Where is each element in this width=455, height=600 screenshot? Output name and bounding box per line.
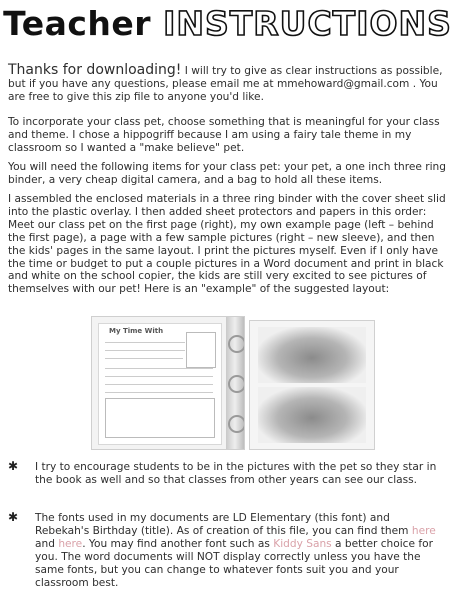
bullet-fonts <box>35 512 447 589</box>
assembly-paragraph: I assembled the enclosed materials in a three ring binder with the cover sheet slid into the plastic overlay. I then added sheet protectors and papers in this order: Meet our class pet on the first page (right), my own example page (left – behind the first page), a page with a few sample pictures (right – new sleeve), and then the kids' pages in the same layout. I print the pictures myself. Even if I only have the time or budget to put a couple pictures in a Word document and print in black and white on the school copier, the kids are still very excited to see pictures of themselves with our pet! Here is an "example" of the suggested layout: <box>8 193 446 296</box>
font-link-1[interactable]: here <box>411 524 436 537</box>
kiddy-sans-link[interactable]: Kiddy Sans <box>273 537 332 550</box>
title-instructions: INSTRUCTIONS <box>163 4 452 43</box>
sheet-line <box>105 342 185 343</box>
sample-pictures-page <box>249 320 375 450</box>
star-icon: ✱ <box>8 510 19 524</box>
font-link-2[interactable]: here <box>58 537 83 550</box>
photo-box <box>186 332 216 368</box>
hippogriff-photo <box>258 327 366 383</box>
example-sheet <box>98 323 222 445</box>
sheet-line <box>105 358 183 359</box>
sheet-line <box>105 350 185 351</box>
sheet-title: My Time With <box>109 327 164 335</box>
sheet-line <box>105 384 213 385</box>
ring-icon <box>228 415 245 433</box>
sheet-line <box>105 368 213 369</box>
star-icon: ✱ <box>8 459 19 473</box>
title-teacher: Teacher <box>3 4 152 43</box>
fonts-text: . You may find another font such as <box>82 537 274 550</box>
fonts-text: a better choice for you. The word documents will NOT display correctly unless you have the same fonts, but you can change to whatever fonts suit you and your classroom best. <box>35 537 433 589</box>
example-layout-photo <box>91 316 375 450</box>
intro-lead: Thanks for downloading! <box>8 62 182 78</box>
page-title <box>0 4 455 43</box>
sheet-line <box>105 392 213 393</box>
binder-rings <box>226 317 244 449</box>
ring-icon <box>228 375 245 393</box>
sheet-line <box>105 376 213 377</box>
pet-paragraph: To incorporate your class pet, choose something that is meaningful for your class and theme. I chose a hippogriff because I am using a fairy tale theme in my classroom so I wanted a "make believe" pet. <box>8 116 440 154</box>
items-paragraph: You will need the following items for your class pet: your pet, a one inch three ring binder, a very cheap digital camera, and a bag to hold all these items. <box>8 161 446 186</box>
ring-icon <box>228 335 245 353</box>
hippogriff-photo <box>258 387 366 443</box>
intro-paragraph <box>8 64 448 104</box>
fonts-text: and <box>35 537 59 550</box>
intro-text: I will try to give as clear instructions as possible, but if you have any questions, please email me at mmehoward@gmail.com . You are free to give this zip file to anyone you'd like. <box>8 65 443 103</box>
binder-page <box>91 316 245 450</box>
drawing-box <box>105 398 215 438</box>
bullet-students: I try to encourage students to be in the pictures with the pet so they star in the book as well and so that classes from other years can see our class. <box>35 461 437 486</box>
fonts-text: The fonts used in my documents are LD Elementary (this font) and Rebekah's Birthday (title). As of creation of this file, you can find them <box>35 512 412 537</box>
